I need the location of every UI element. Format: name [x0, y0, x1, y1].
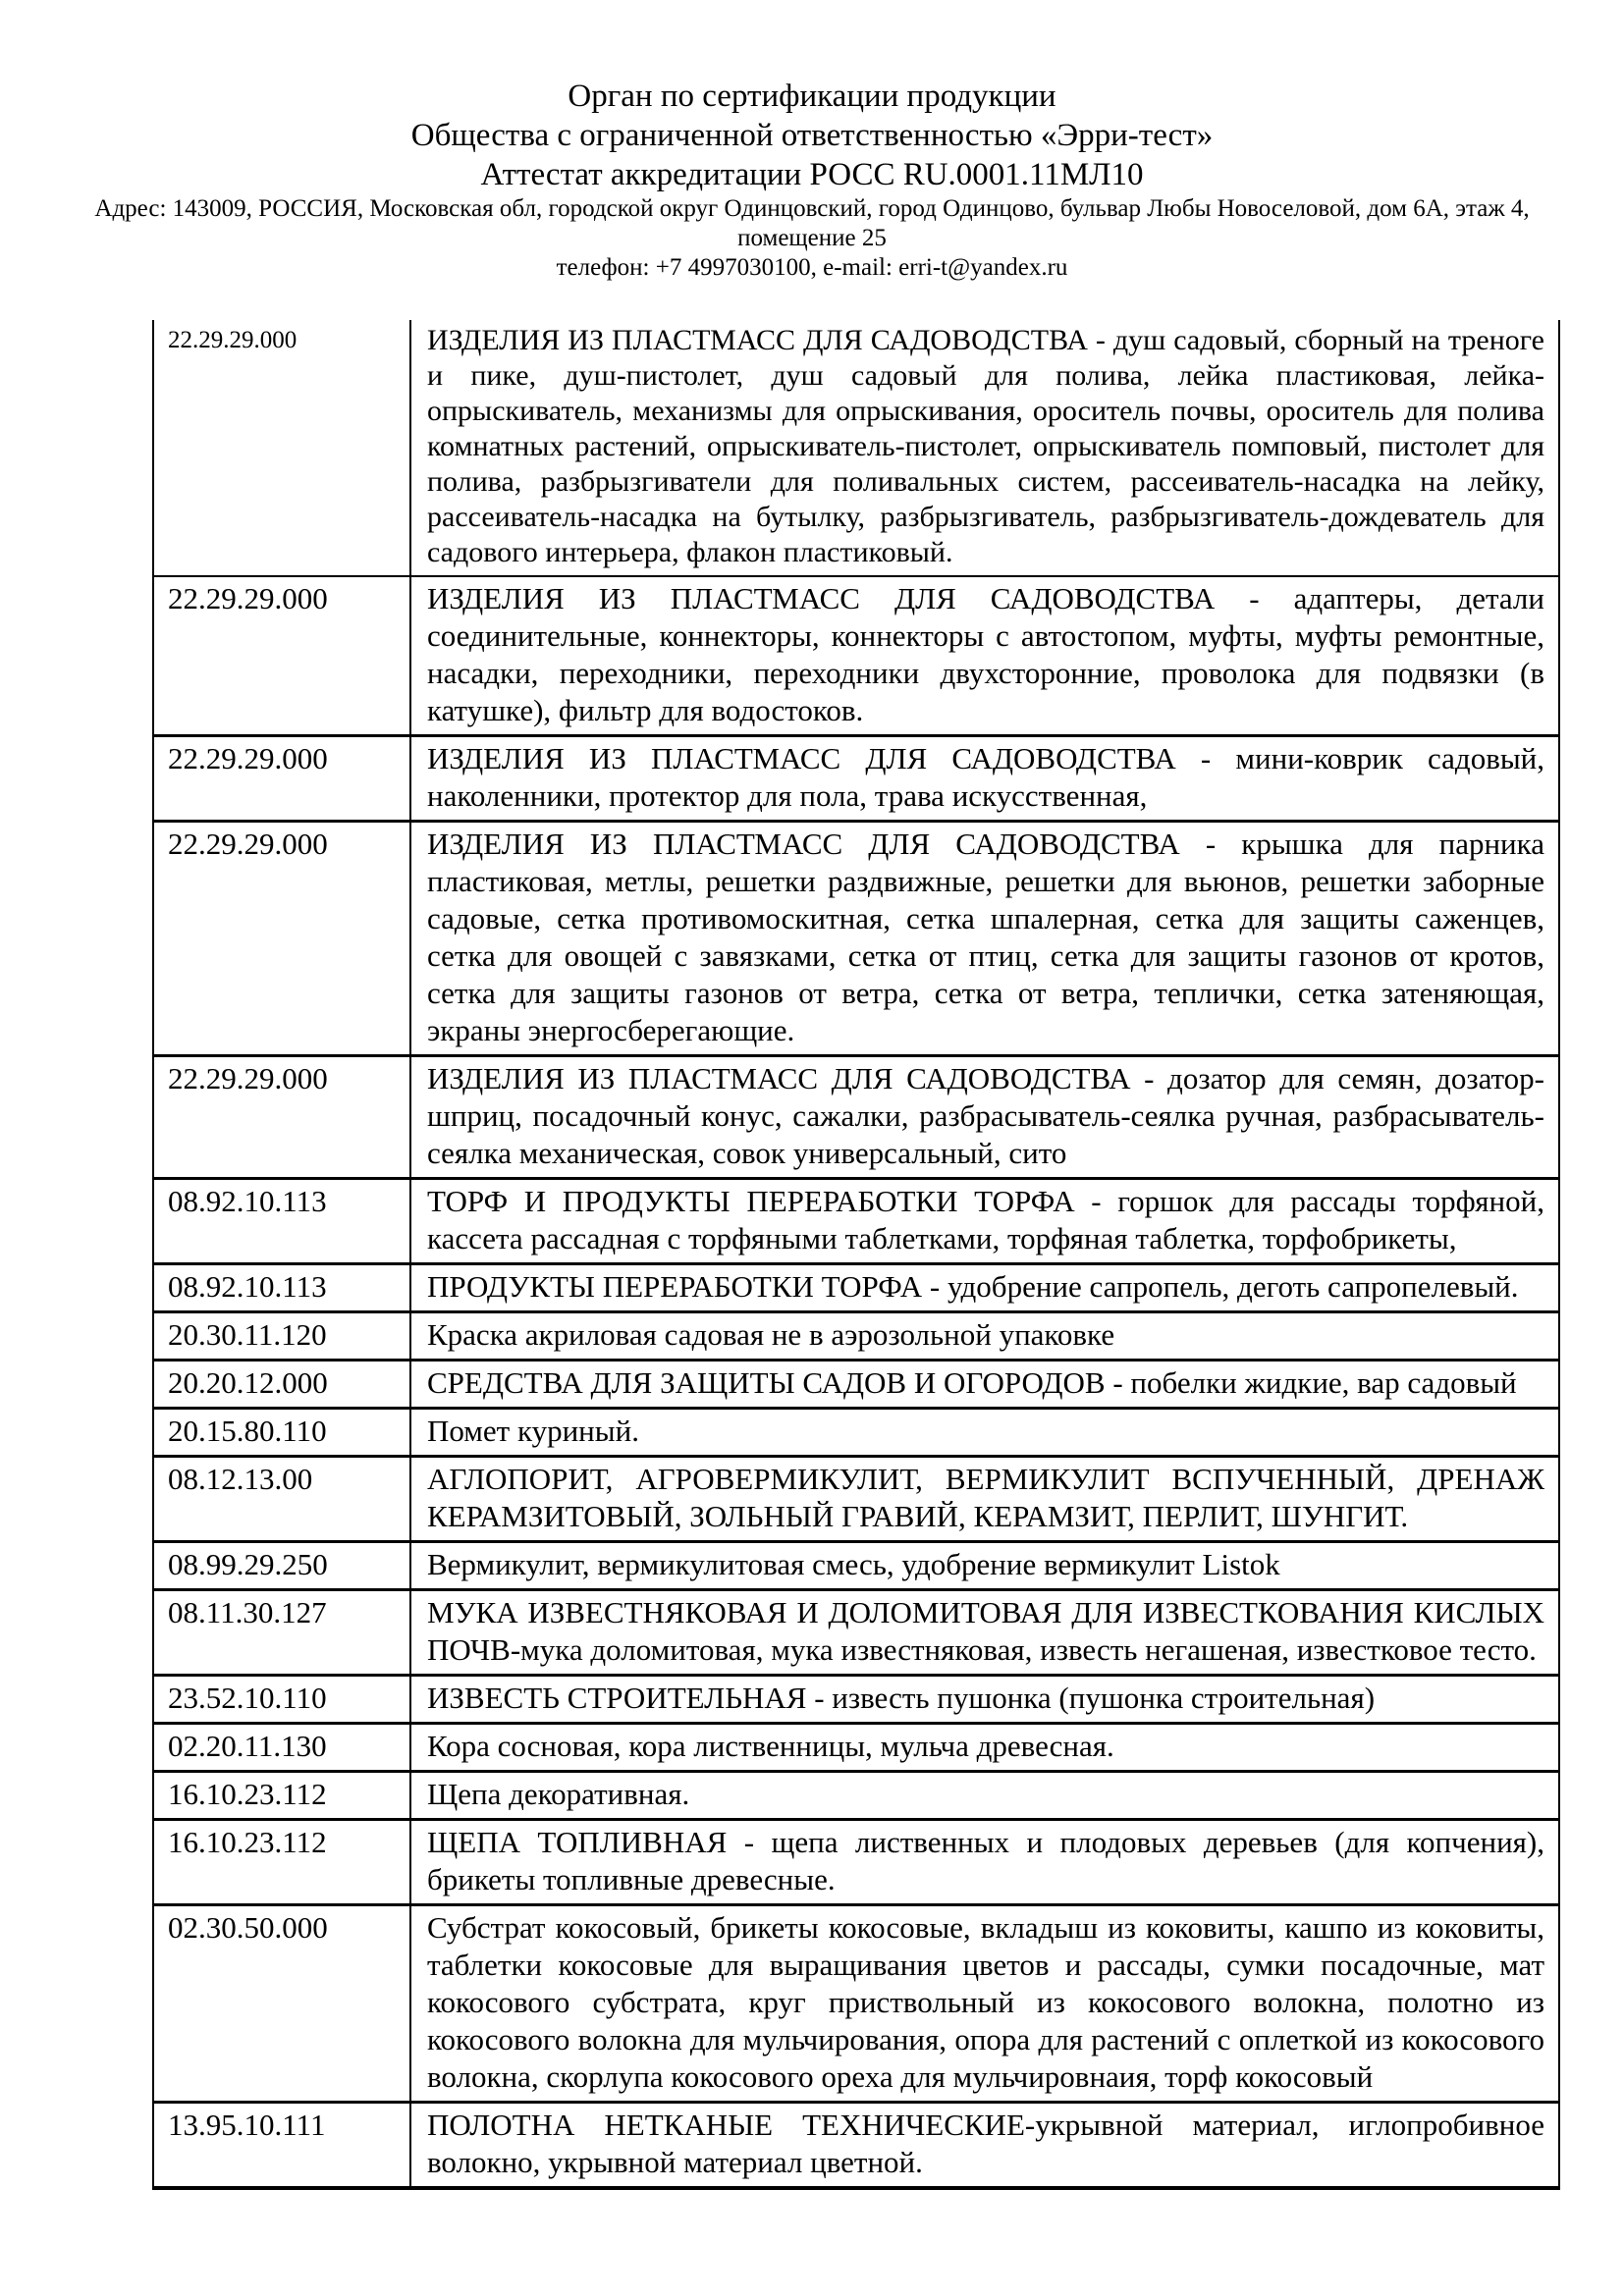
cert-body-title-line-1: Орган по сертификации продукции: [568, 79, 1056, 114]
code-cell: 02.20.11.130: [153, 1724, 410, 1772]
code-cell: 16.10.23.112: [153, 1820, 410, 1905]
description-cell: Субстрат кокосовый, брикеты кокосовые, вкладыш из коковиты, кашпо из коковиты, таблетки кокосовые для выращивания цветов и рассады, сумки посадочные, мат кокосового субстрата, круг приствольный из кокосового волокна, полотно из кокосового волокна для мульчирования, опора для растений с оплеткой из кокосового волокна, скорлупа кокосового ореха для мульчировнаия, торф кокосовый: [410, 1905, 1559, 2103]
table-row: [153, 320, 1559, 576]
table-row: [153, 1409, 1559, 1457]
description-cell: ИЗВЕСТЬ СТРОИТЕЛЬНАЯ - известь пушонка (пушонка строительная): [410, 1676, 1559, 1724]
code-cell: 20.20.12.000: [153, 1361, 410, 1409]
table-row: [153, 1179, 1559, 1264]
description-cell: ИЗДЕЛИЯ ИЗ ПЛАСТМАСС ДЛЯ САДОВОДСТВА - адаптеры, детали соединительные, коннекторы, коннекторы с автостопом, муфты, муфты ремонтные, насадки, переходники, переходники двухсторонние, проволока для подвязки (в катушке), фильтр для водостоков.: [410, 576, 1559, 736]
code-cell: 20.15.80.110: [153, 1409, 410, 1457]
products-table-body: [153, 320, 1559, 2188]
code-cell: 13.95.10.111: [153, 2103, 410, 2189]
description-cell: Щепа декоративная.: [410, 1772, 1559, 1820]
description-cell: Кора сосновая, кора лиственницы, мульча древесная.: [410, 1724, 1559, 1772]
code-cell: 22.29.29.000: [153, 320, 410, 576]
code-cell: 16.10.23.112: [153, 1772, 410, 1820]
table-row: [153, 1457, 1559, 1542]
table-row: [153, 1820, 1559, 1905]
table-row: [153, 1312, 1559, 1361]
description-cell: ПРОДУКТЫ ПЕРЕРАБОТКИ ТОРФА - удобрение сапропель, деготь сапропелевый.: [410, 1264, 1559, 1312]
address-line-2: помещение 25: [737, 225, 887, 251]
table-row: [153, 736, 1559, 822]
contact-line: телефон: +7 4997030100, e-mail: erri-t@yandex.ru: [556, 254, 1068, 281]
description-cell: СРЕДСТВА ДЛЯ ЗАЩИТЫ САДОВ И ОГОРОДОВ - побелки жидкие, вар садовый: [410, 1361, 1559, 1409]
code-cell: 08.92.10.113: [153, 1264, 410, 1312]
table-row: [153, 1676, 1559, 1724]
table-row: [153, 2103, 1559, 2189]
description-cell: Помет куриный.: [410, 1409, 1559, 1457]
description-cell: ИЗДЕЛИЯ ИЗ ПЛАСТМАСС ДЛЯ САДОВОДСТВА - душ садовый, сборный на треноге и пике, душ-пистолет, душ садовый для полива, лейка пластиковая, лейка-опрыскиватель, механизмы для опрыскивания, ороситель почвы, ороситель для полива комнатных растений, опрыскиватель-пистолет, опрыскиватель помповый, пистолет для полива, разбрызгиватели для поливальных систем, рассеиватель-насадка на лейку, рассеиватель-насадка на бутылку, разбрызгиватель, разбрызгиватель-дождеватель для садового интерьера, флакон пластиковый.: [410, 320, 1559, 576]
products-table: [152, 320, 1560, 2190]
table-row: [153, 1264, 1559, 1312]
description-cell: МУКА ИЗВЕСТНЯКОВАЯ И ДОЛОМИТОВАЯ ДЛЯ ИЗВЕСТКОВАНИЯ КИСЛЫХ ПОЧВ-мука доломитовая, мука известняковая, известь негашеная, известковое тесто.: [410, 1590, 1559, 1676]
description-cell: ПОЛОТНА НЕТКАНЫЕ ТЕХНИЧЕСКИЕ-укрывной материал, иглопробивное волокно, укрывной материал цветной.: [410, 2103, 1559, 2189]
code-cell: 08.92.10.113: [153, 1179, 410, 1264]
cert-body-title-line-2: Общества с ограниченной ответственностью «Эрри-тест»: [410, 118, 1214, 153]
code-cell: 02.30.50.000: [153, 1905, 410, 2103]
description-cell: ИЗДЕЛИЯ ИЗ ПЛАСТМАСС ДЛЯ САДОВОДСТВА - мини-коврик садовый, наколенники, протектор для пола, трава искусственная,: [410, 736, 1559, 822]
letterhead: [0, 0, 1624, 283]
table-row: [153, 576, 1559, 736]
code-cell: 08.12.13.00: [153, 1457, 410, 1542]
code-cell: 08.99.29.250: [153, 1542, 410, 1590]
description-cell: Вермикулит, вермикулитовая смесь, удобрение вермикулит Listok: [410, 1542, 1559, 1590]
description-cell: АГЛОПОРИТ, АГРОВЕРМИКУЛИТ, ВЕРМИКУЛИТ ВСПУЧЕННЫЙ, ДРЕНАЖ КЕРАМЗИТОВЫЙ, ЗОЛЬНЫЙ ГРАВИЙ, КЕРАМЗИТ, ПЕРЛИТ, ШУНГИТ.: [410, 1457, 1559, 1542]
table-row: [153, 1772, 1559, 1820]
address-line-1: Адрес: 143009, РОССИЯ, Московская обл, городской округ Одинцовский, город Одинцово, бульвар Любы Новоселовой, дом 6А, этаж 4,: [94, 195, 1530, 222]
description-cell: Краска акриловая садовая не в аэрозольной упаковке: [410, 1312, 1559, 1361]
description-cell: ЩЕПА ТОПЛИВНАЯ - щепа лиственных и плодовых деревьев (для копчения), брикеты топливные древесные.: [410, 1820, 1559, 1905]
table-row: [153, 1361, 1559, 1409]
code-cell: 22.29.29.000: [153, 576, 410, 736]
code-cell: 20.30.11.120: [153, 1312, 410, 1361]
description-cell: ИЗДЕЛИЯ ИЗ ПЛАСТМАСС ДЛЯ САДОВОДСТВА - крышка для парника пластиковая, метлы, решетки раздвижные, решетки для вьюнов, решетки заборные садовые, сетка противомоскитная, сетка шпалерная, сетка для защиты саженцев, сетка для овощей с завязками, сетка от птиц, сетка для защиты газонов от кротов, сетка для защиты газонов от ветра, сетка от ветра, теплички, сетка затеняющая, экраны энергосберегающие.: [410, 822, 1559, 1056]
code-cell: 23.52.10.110: [153, 1676, 410, 1724]
table-row: [153, 1056, 1559, 1179]
code-cell: 22.29.29.000: [153, 736, 410, 822]
table-row: [153, 1590, 1559, 1676]
code-cell: 22.29.29.000: [153, 822, 410, 1056]
table-row: [153, 822, 1559, 1056]
table-row: [153, 1905, 1559, 2103]
code-cell: 08.11.30.127: [153, 1590, 410, 1676]
description-cell: ТОРФ И ПРОДУКТЫ ПЕРЕРАБОТКИ ТОРФА - горшок для рассады торфяной, кассета рассадная с торфяными таблетками, торфяная таблетка, торфобрикеты,: [410, 1179, 1559, 1264]
accreditation-certificate-line: Аттестат аккредитации РОСС RU.0001.11МЛ10: [480, 157, 1144, 192]
table-row: [153, 1542, 1559, 1590]
description-cell: ИЗДЕЛИЯ ИЗ ПЛАСТМАСС ДЛЯ САДОВОДСТВА - дозатор для семян, дозатор-шприц, посадочный конус, сажалки, разбрасыватель-сеялка ручная, разбрасыватель-сеялка механическая, совок универсальный, сито: [410, 1056, 1559, 1179]
code-cell: 22.29.29.000: [153, 1056, 410, 1179]
table-row: [153, 1724, 1559, 1772]
